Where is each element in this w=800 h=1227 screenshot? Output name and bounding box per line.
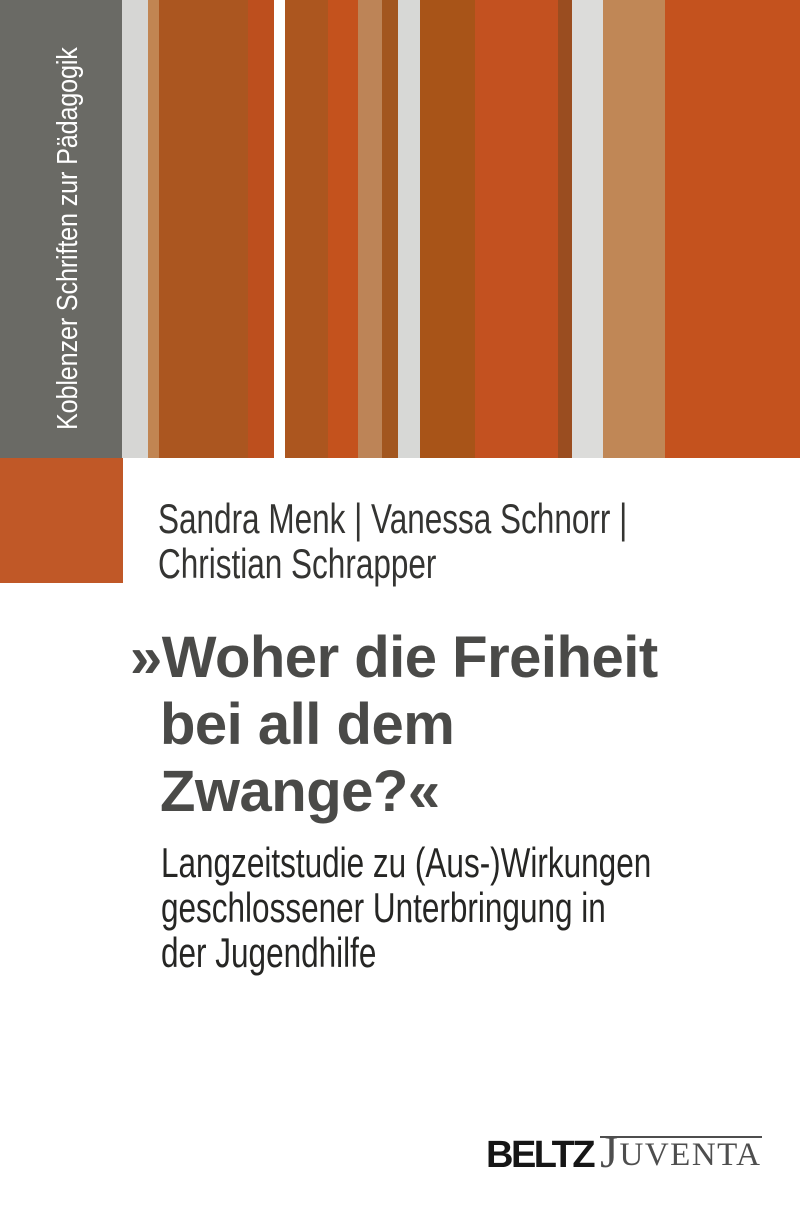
author-line-2: Christian Schrapper — [158, 540, 437, 587]
cover-stripe — [328, 0, 358, 458]
cover-stripe — [420, 0, 475, 458]
juventa-rest: UVENTA — [619, 1137, 762, 1173]
cover-stripe — [665, 0, 800, 458]
series-sidebar — [0, 0, 122, 458]
cover-stripe — [475, 0, 558, 458]
series-label: Koblenzer Schriften zur Pädagogik — [52, 47, 84, 430]
juventa-wordmark — [600, 1126, 762, 1177]
cover-stripe — [248, 0, 274, 458]
cover-stripe — [572, 0, 603, 458]
cover-stripe — [122, 0, 148, 458]
cover-stripe — [274, 0, 285, 458]
orange-accent-block — [0, 458, 123, 583]
title-line-1: »Woher die Freiheit — [130, 625, 658, 690]
subtitle-line-1: Langzeitstudie zu (Aus-)Wirkungen — [161, 839, 652, 886]
subtitle-line-3: der Jugendhilfe — [161, 929, 377, 976]
cover-stripe — [285, 0, 328, 458]
book-subtitle — [161, 840, 651, 975]
book-title — [130, 624, 658, 825]
juventa-initial: J — [600, 1126, 620, 1177]
cover-stripe — [398, 0, 420, 458]
subtitle-line-2: geschlossener Unterbringung in — [161, 884, 606, 931]
cover-stripe — [159, 0, 248, 458]
cover-stripe — [148, 0, 159, 458]
title-line-3: Zwange?« — [160, 759, 440, 824]
cover-stripe — [603, 0, 665, 458]
cover-stripe — [358, 0, 382, 458]
cover-stripe — [382, 0, 398, 458]
beltz-wordmark: BELTZ — [486, 1134, 594, 1176]
cover-stripe — [558, 0, 572, 458]
title-line-2: bei all dem — [160, 692, 455, 757]
author-line-1: Sandra Menk | Vanessa Schnorr | — [158, 495, 628, 542]
publisher-logo — [486, 1126, 762, 1177]
author-names — [158, 496, 627, 586]
